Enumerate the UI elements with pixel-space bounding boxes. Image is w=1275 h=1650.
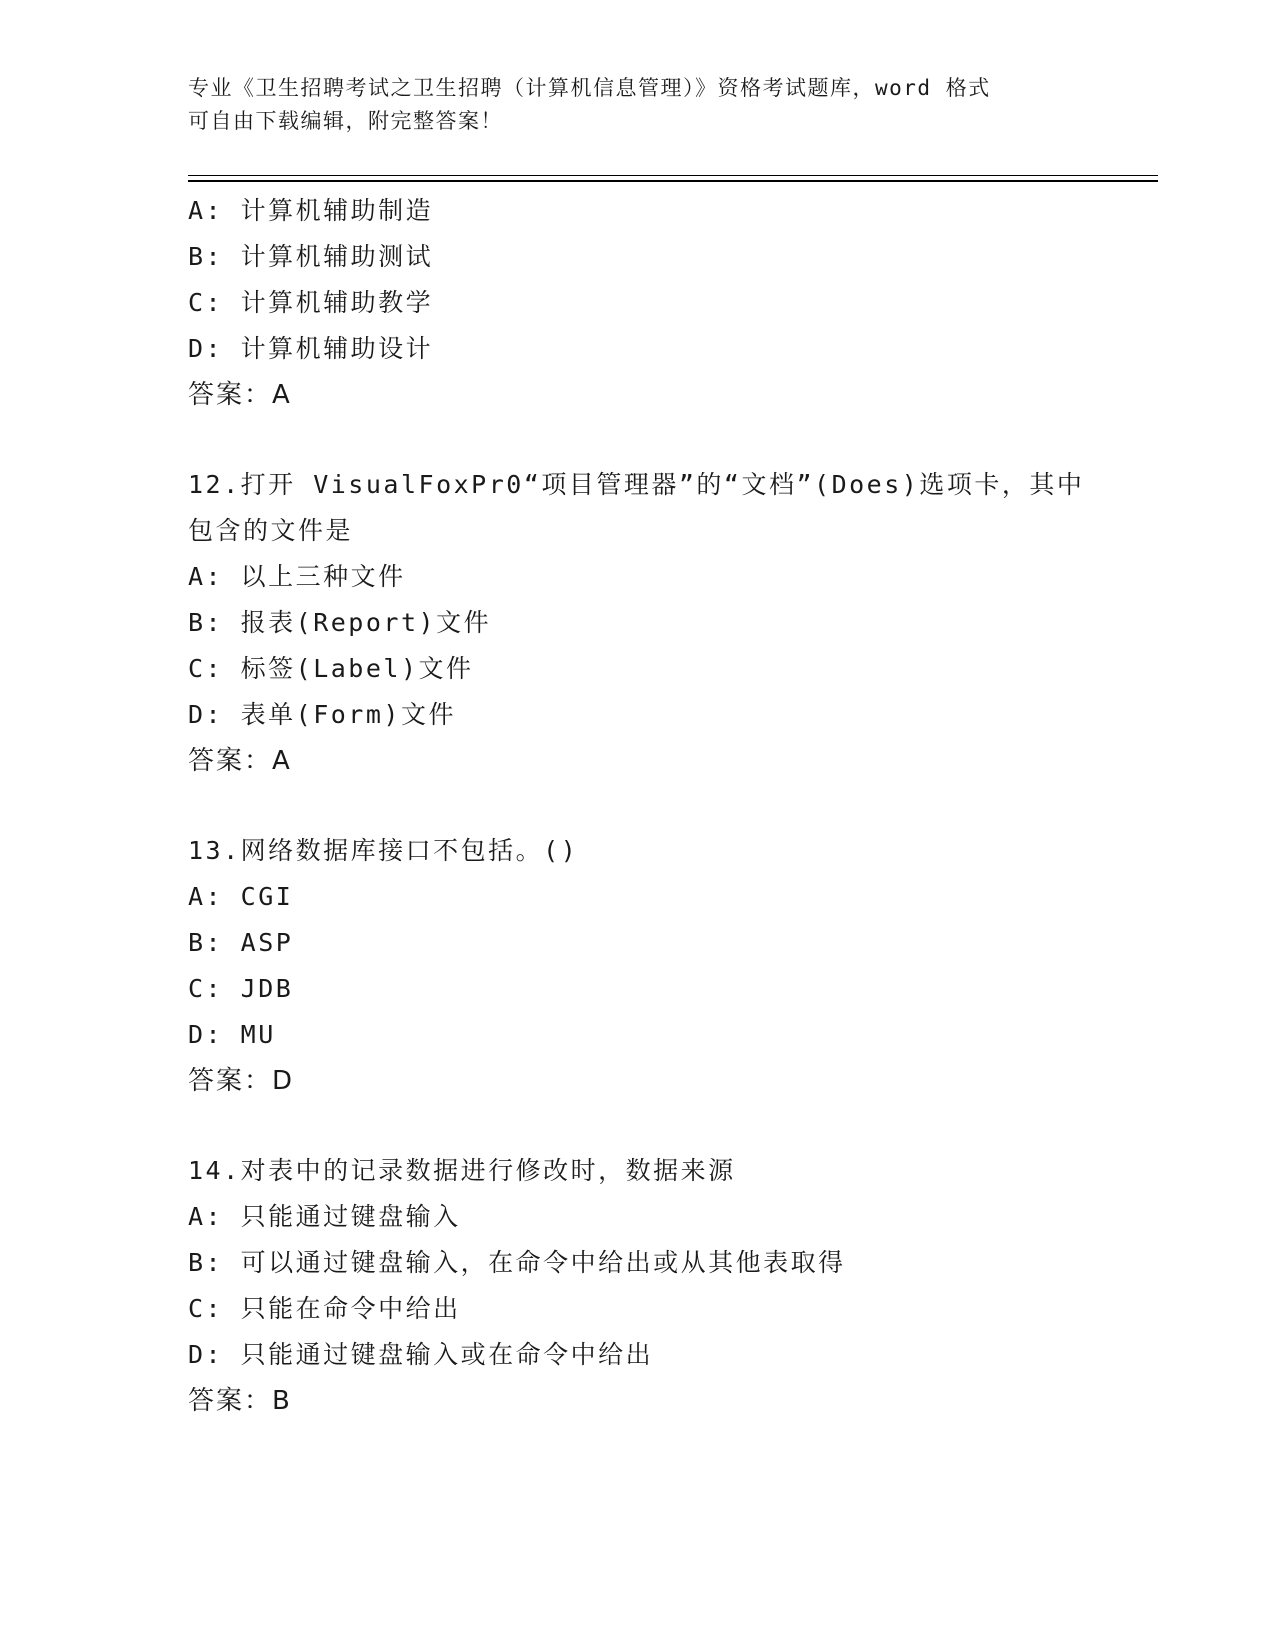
option-b: B: 报表(Report)文件 — [188, 608, 492, 637]
option-a: A: 只能通过键盘输入 — [188, 1202, 461, 1231]
question-list — [188, 188, 1088, 1424]
question-12 — [188, 462, 1088, 784]
header-rule-thin — [188, 175, 1158, 176]
question-stem-continued: 包含的文件是 — [188, 516, 354, 545]
header-line-2: 可自由下载编辑，附完整答案！ — [188, 109, 503, 133]
answer: 答案：A — [188, 746, 292, 776]
question-gap — [188, 784, 1088, 828]
answer: 答案：D — [188, 1066, 295, 1096]
question-stem: 12.打开 VisualFoxPr0“项目管理器”的“文档”(Does)选项卡，其中 — [188, 470, 1085, 499]
answer: 答案：A — [188, 380, 292, 410]
option-c: C: 计算机辅助教学 — [188, 288, 434, 317]
option-a: A: 计算机辅助制造 — [188, 196, 434, 225]
option-d: D: 只能通过键盘输入或在命令中给出 — [188, 1340, 654, 1369]
option-c: C: 标签(Label)文件 — [188, 654, 474, 683]
question-gap — [188, 1104, 1088, 1148]
document-header — [188, 72, 1088, 138]
option-c: C: JDB — [188, 974, 294, 1003]
option-a: A: 以上三种文件 — [188, 562, 406, 591]
option-d: D: MU — [188, 1020, 276, 1049]
question-11 — [188, 188, 1088, 418]
question-14 — [188, 1148, 1088, 1424]
question-stem: 14.对表中的记录数据进行修改时，数据来源 — [188, 1156, 736, 1185]
header-rule-thick — [188, 180, 1158, 182]
question-13 — [188, 828, 1088, 1104]
option-a: A: CGI — [188, 882, 294, 911]
option-b: B: 计算机辅助测试 — [188, 242, 434, 271]
answer: 答案：B — [188, 1386, 292, 1416]
option-b: B: 可以通过键盘输入，在命令中给出或从其他表取得 — [188, 1248, 846, 1277]
option-c: C: 只能在命令中给出 — [188, 1294, 461, 1323]
option-b: B: ASP — [188, 928, 294, 957]
option-d: D: 计算机辅助设计 — [188, 334, 434, 363]
option-d: D: 表单(Form)文件 — [188, 700, 456, 729]
question-gap — [188, 418, 1088, 462]
header-line-1: 专业《卫生招聘考试之卫生招聘（计算机信息管理）》资格考试题库，word 格式 — [188, 76, 991, 100]
question-stem: 13.网络数据库接口不包括。() — [188, 836, 579, 865]
